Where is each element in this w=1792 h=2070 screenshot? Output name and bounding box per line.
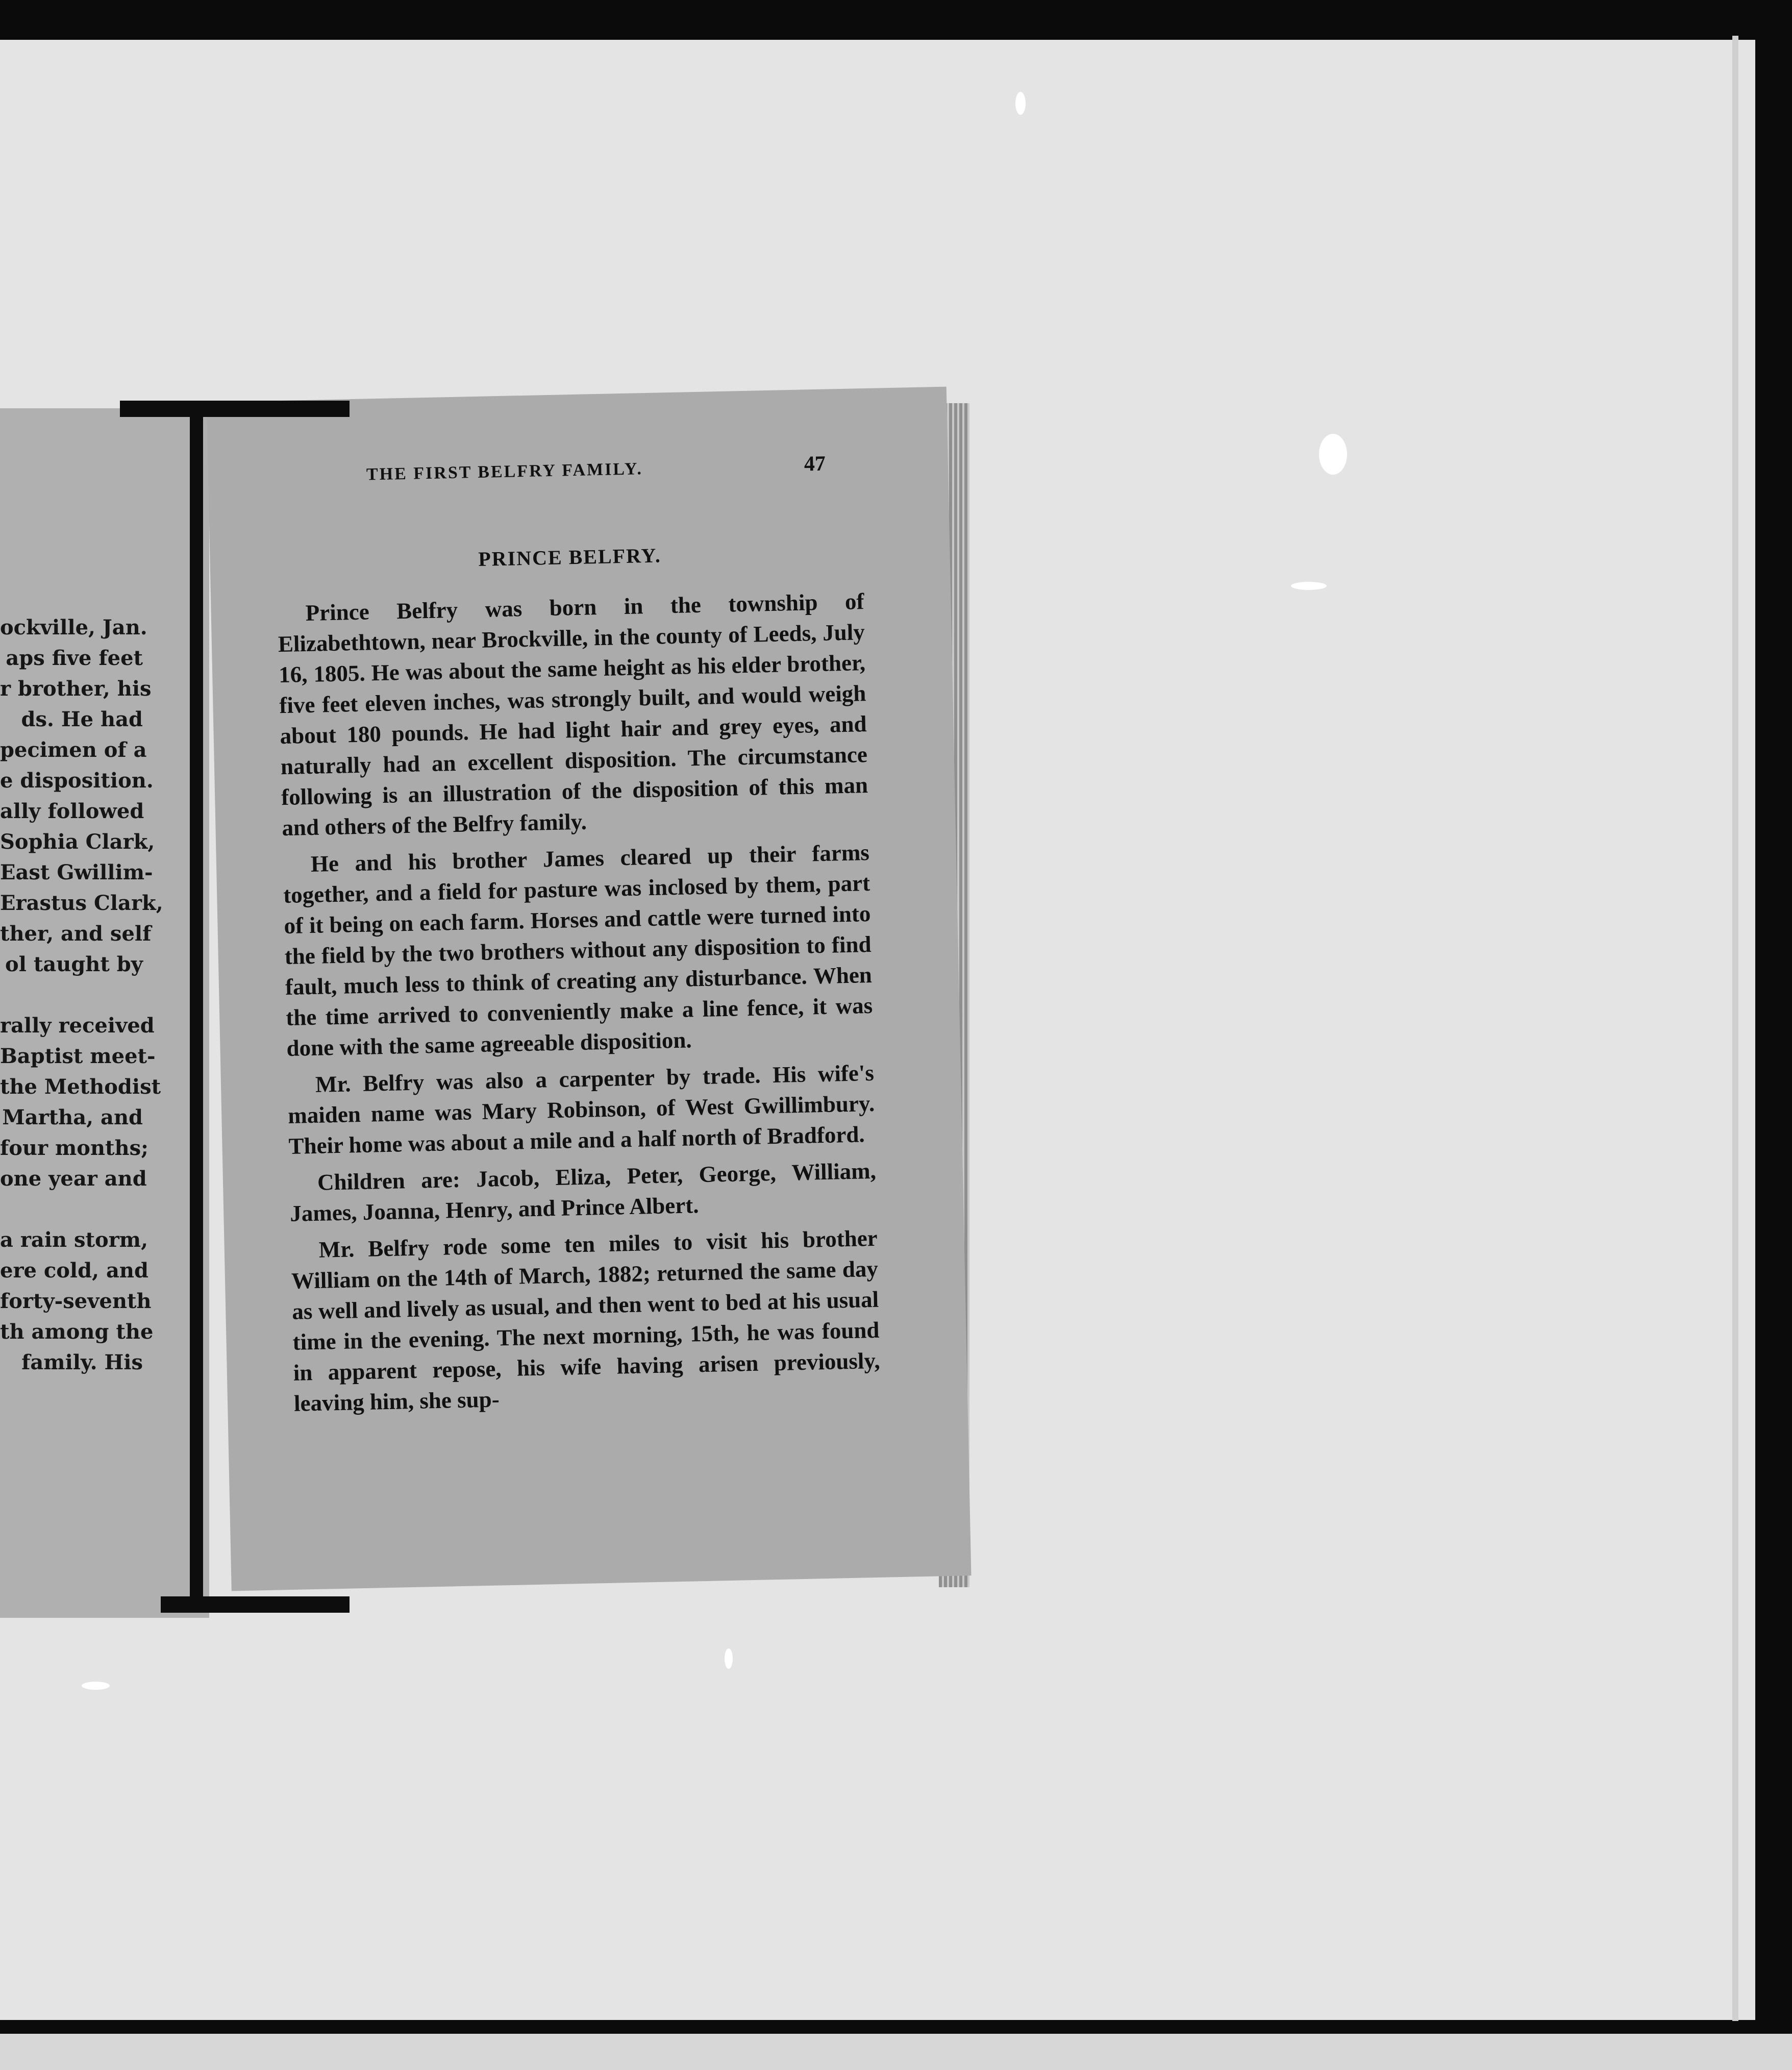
paragraph: Mr. Belfry was also a carpenter by trade. His wife's maiden name was Mary Robinson, of West Gwillimbury. Their home was about a mile and a half north of Bradford. <box>287 1059 875 1159</box>
left-line: four months; <box>0 1136 148 1160</box>
running-head <box>275 452 862 498</box>
page-clip-top <box>120 401 350 417</box>
left-line: one year and <box>0 1167 147 1191</box>
left-line: East Gwillim- <box>0 860 153 884</box>
left-line-gap <box>0 1194 209 1225</box>
left-page-text <box>0 612 209 1378</box>
paragraph: Mr. Belfry rode some ten miles to visit his brother William on the 14th of March, 1882; returned the same day as well and lively as usual, and then went to bed at his usual time in the evening. The next morning, 15th, he was found in apparent repose, his wife having arisen previously, leaving him, she sup- <box>291 1225 881 1416</box>
left-line-gap <box>0 980 209 1011</box>
left-line: Erastus Clark, <box>0 891 163 915</box>
dust-speck <box>1015 92 1026 115</box>
left-line: th among the <box>0 1320 154 1344</box>
left-line: ere cold, and <box>0 1259 148 1283</box>
dust-speck <box>1291 582 1327 590</box>
left-line: forty-seventh <box>0 1289 152 1313</box>
dust-speck <box>725 1648 733 1669</box>
left-line: Martha, and <box>2 1105 143 1129</box>
running-title: THE FIRST BELFRY FAMILY. <box>366 459 643 484</box>
section-title: PRINCE BELFRY. <box>478 544 662 571</box>
left-line: r brother, his <box>0 677 152 701</box>
left-line: aps five feet <box>6 646 143 670</box>
left-line: ther, and self <box>0 922 152 946</box>
left-line: family. His <box>21 1350 143 1374</box>
right-page <box>207 387 971 1591</box>
left-line: ockville, Jan. <box>0 615 147 639</box>
left-line: ally followed <box>0 799 144 823</box>
sheet-edge <box>1732 36 1738 2021</box>
book-gutter-bar <box>190 413 203 1603</box>
film-bottom-strip <box>0 2034 1792 2070</box>
page-number: 47 <box>804 452 826 476</box>
left-line: Sophia Clark, <box>0 830 155 854</box>
paragraph: He and his brother James cleared up their farms together, and a field for pasture was inclosed by them, part of it being on each farm. Horses and cattle were turned into the field by the two brothers without any disposition to find fault, much less to think of creating any disturbance. When the time arrived to conveniently make a line fence, it was done with the same agreeable disposition. <box>283 839 873 1061</box>
left-line: ol taught by <box>5 952 143 976</box>
paragraph: Children are: Jacob, Eliza, Peter, George, William, James, Joanna, Henry, and Prince Albert. <box>289 1157 877 1226</box>
page-clip-bottom <box>161 1596 350 1613</box>
left-line: the Methodist <box>0 1075 161 1099</box>
paragraph: Prince Belfry was born in the township of Elizabethtown, near Brockville, in the county of Leeds, July 16, 1805. He was about the same height as his elder brother, five feet eleven inches, was strongly built, and would weigh about 180 pounds. He had light hair and grey eyes, and naturally had an excellent disposition. The circumstance following is an illustration of the disposition of this man and others of the Belfry family. <box>278 588 868 841</box>
dust-speck <box>1319 434 1347 475</box>
left-line: a rain storm, <box>0 1228 148 1252</box>
page-content <box>275 452 881 1425</box>
left-line: rally received <box>0 1014 155 1038</box>
left-line: Baptist meet- <box>0 1044 156 1068</box>
left-page <box>0 408 209 1618</box>
left-line: e disposition. <box>0 769 154 793</box>
dust-speck <box>82 1682 110 1690</box>
left-line: pecimen of a <box>0 738 147 762</box>
left-line: ds. He had <box>21 707 143 731</box>
